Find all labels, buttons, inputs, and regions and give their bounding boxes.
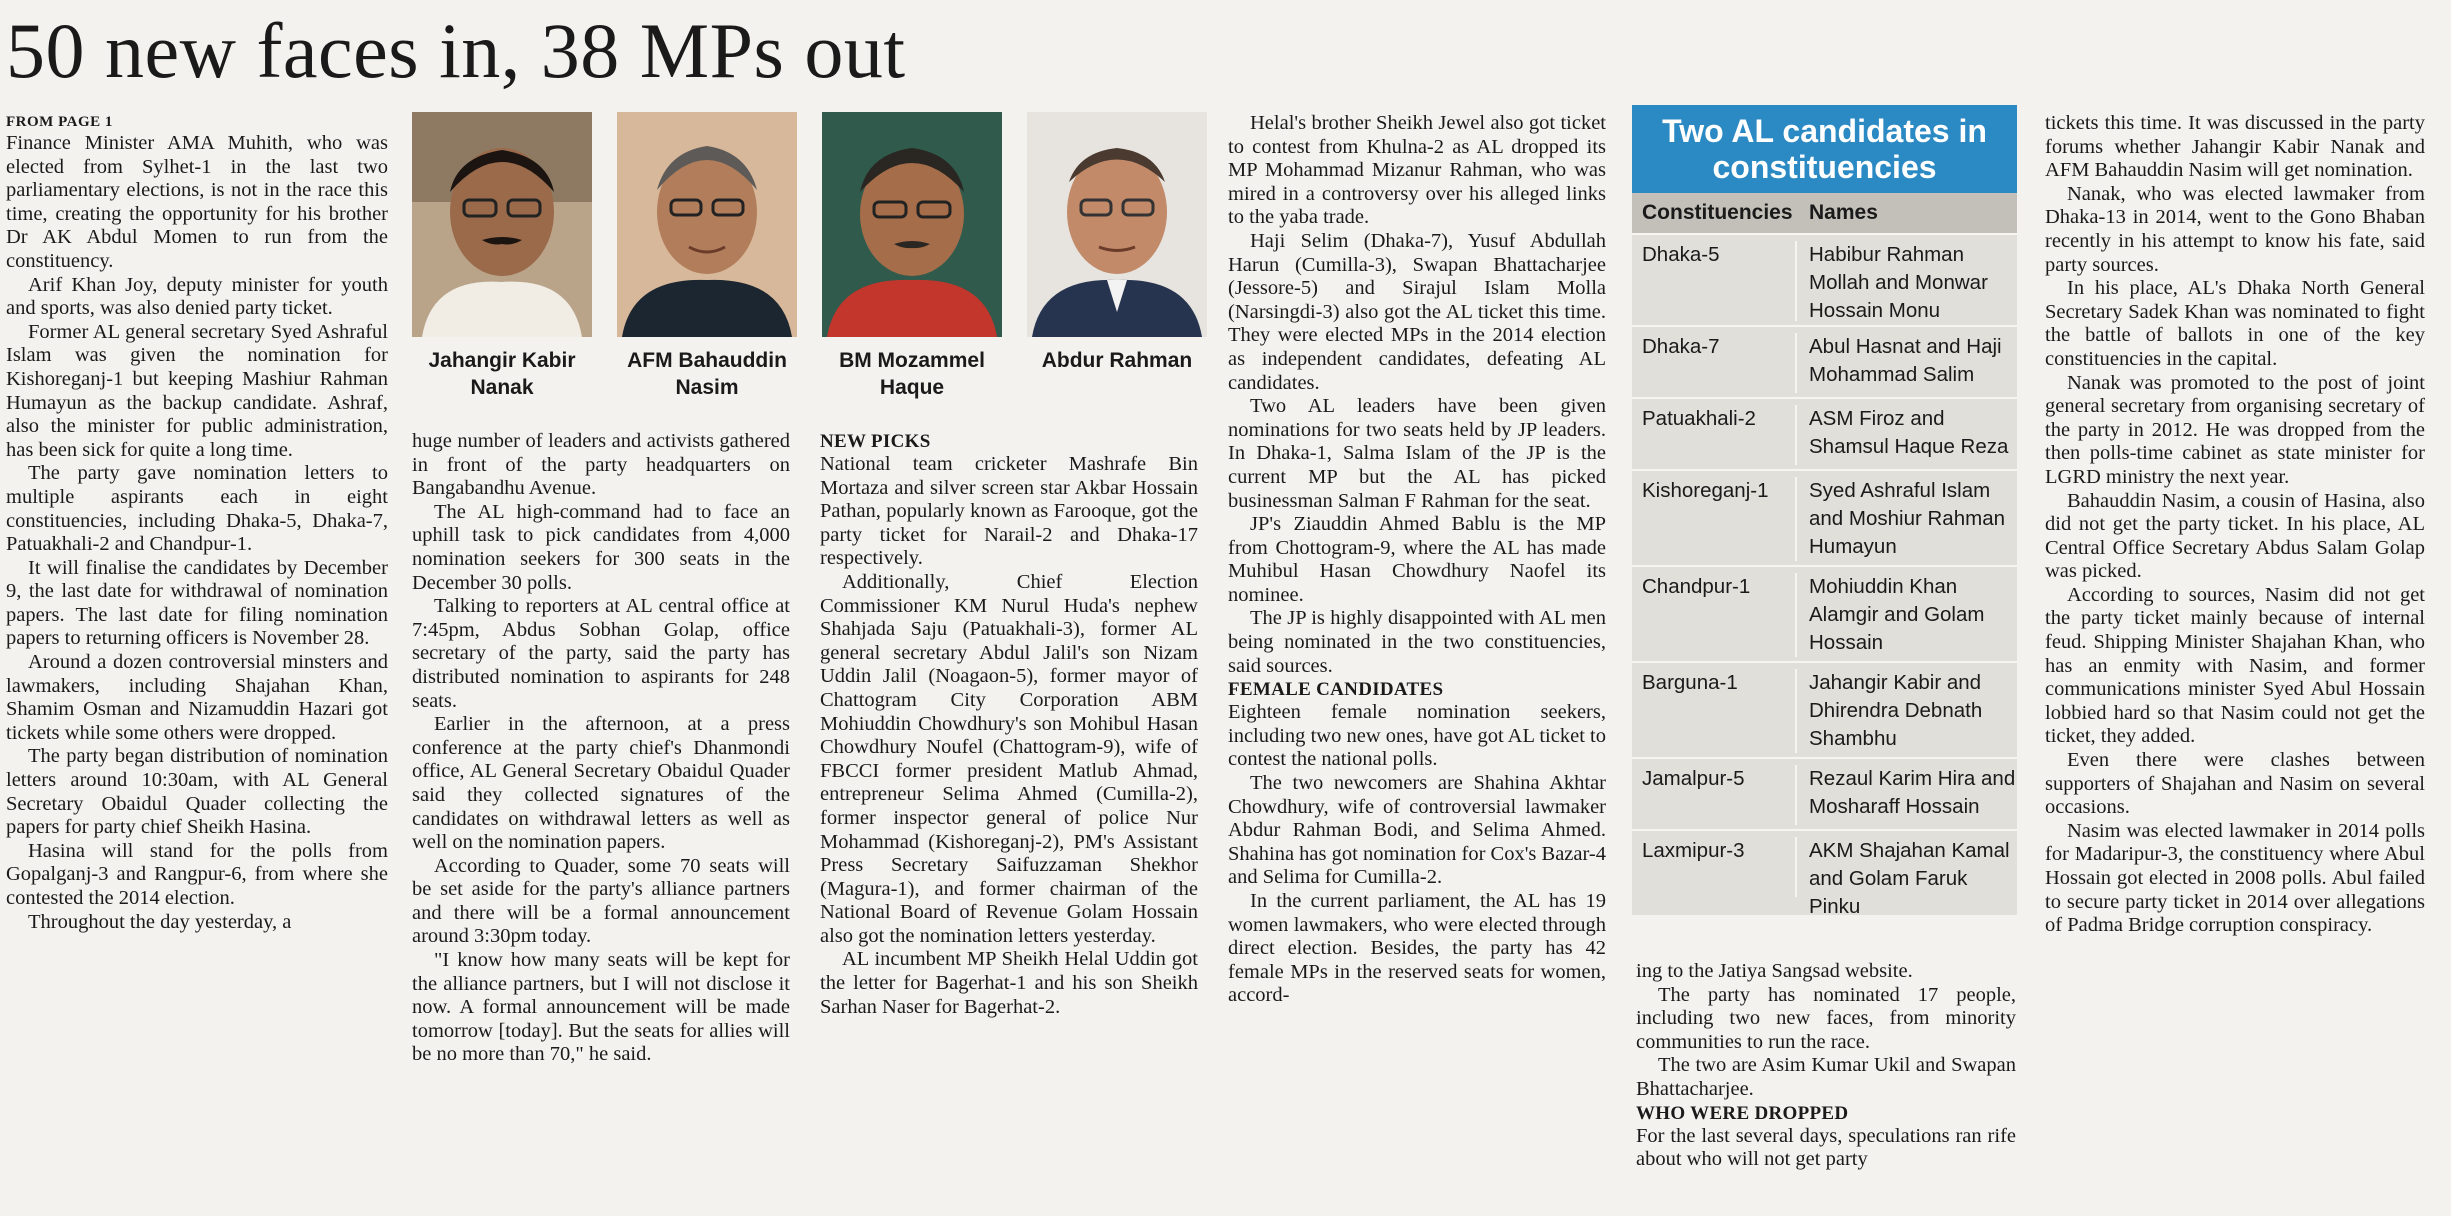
candidates-table: [1632, 105, 2017, 918]
table-title: Two AL candidates in constituencies: [1632, 105, 2017, 193]
photo-caption: BM Mozammel Haque: [839, 349, 985, 399]
paragraph: Arif Khan Joy, deputy minister for youth and sports, was also denied party ticket.: [6, 273, 388, 320]
paragraph: It will finalise the candidates by December 9, the last date for withdrawal of nomination papers. The last date for filing nomination papers to returning officers is November 28.: [6, 556, 388, 650]
paragraph: Hasina will stand for the polls from Gopalganj-3 and Rangpur-6, from where she contested the 2014 election.: [6, 839, 388, 909]
paragraph: Nanak was promoted to the post of joint general secretary from organising secretary of the party in 2012. He was dropped from the then polls-time cabinet as state minister for LGRD ministry the next year.: [2045, 371, 2425, 488]
paragraph: Throughout the day yesterday, a: [28, 910, 292, 933]
table-row: [1632, 757, 2017, 829]
portrait-image: [617, 112, 797, 337]
paragraph: The AL high-command had to face an uphill task to pick candidates from 4,000 nomination seekers for 300 seats in the December 30 polls.: [412, 500, 790, 594]
cell-names: Rezaul Karim Hira and Mosharaff Hossain: [1809, 767, 2016, 818]
paragraph: Former AL general secretary Syed Ashraful Islam was given the nomination for Kishoreganj-1 but keeping Mashiur Rahman Humayun as the backup candidate. Ashraf, also the minister for public administration, has been sick for quite a long time.: [6, 320, 388, 461]
section-heading: WHO WERE DROPPED: [1636, 1102, 1849, 1124]
table-row: [1632, 565, 2017, 661]
table-row: [1632, 829, 2017, 918]
photo-strip: [412, 112, 1202, 412]
paragraph: Eighteen female nomination seekers, including two new ones, have got AL ticket to contest the national polls.: [1228, 701, 1606, 771]
table-header: [1632, 193, 2017, 233]
paragraph: The party has nominated 17 people, including two new faces, from minority communities to run the race.: [1636, 983, 2016, 1053]
paragraph: Earlier in the afternoon, at a press conference at the party chief's Dhanmondi office, AL General Secretary Obaidul Quader said they collected signatures of the candidates on withdrawal letters as well as well on the nomination papers.: [412, 713, 790, 854]
photo-caption: AFM Bahauddin Nasim: [627, 349, 787, 399]
table-row: [1632, 469, 2017, 565]
cell-names: AKM Shajahan Kamal and Golam Faruk Pinku: [1809, 839, 2010, 918]
section-heading: NEW PICKS: [820, 431, 931, 452]
photo-rahman: [1027, 112, 1207, 374]
column-1: [6, 112, 388, 934]
cell-names: Abul Hasnat and Haji Mohammad Salim: [1809, 335, 2002, 386]
cell-constituency: Dhaka-5: [1632, 241, 1797, 321]
paragraph: AL incumbent MP Sheikh Helal Uddin got the letter for Bagerhat-1 and his son Sheikh Sarhan Naser for Bagerhat-2.: [820, 948, 1198, 1018]
paragraph: Two AL leaders have been given nominations for two seats held by JP leaders. In Dhaka-1, Salma Islam of the JP is the current MP but the AL has picked businessman Salman F Rahman for the seat.: [1228, 395, 1606, 512]
cell-names: Syed Ashraful Islam and Moshiur Rahman Humayun: [1809, 479, 2005, 558]
cell-constituency: Laxmipur-3: [1632, 837, 1797, 897]
cell-constituency: Jamalpur-5: [1632, 765, 1797, 825]
paragraph: JP's Ziauddin Ahmed Bablu is the MP from Chottogram-9, where the AL has made Muhibul Hasan Chowdhury Naofel its nominee.: [1228, 513, 1606, 606]
column-5: [1636, 960, 2016, 1172]
paragraph: Even there were clashes between supporters of Shajahan and Nasim on several occasions.: [2045, 749, 2425, 819]
table-row: [1632, 233, 2017, 325]
column-4: [1228, 112, 1606, 1008]
photo-nasim: [617, 112, 797, 401]
table-row: [1632, 661, 2017, 757]
cell-names: Mohiuddin Khan Alamgir and Golam Hossain: [1809, 575, 1985, 654]
photo-caption: Jahangir Kabir Nanak: [428, 349, 576, 399]
header-names: Names: [1809, 201, 1878, 224]
cell-names: Jahangir Kabir and Dhirendra Debnath Shambhu: [1809, 671, 1983, 750]
headline: 50 new faces in, 38 MPs out: [6, 7, 906, 94]
portrait-image: [412, 112, 592, 337]
paragraph: Haji Selim (Dhaka-7), Yusuf Abdullah Harun (Cumilla-3), Swapan Bhattacharjee (Jessore-5) and Sirajul Islam Molla (Narsingdi-3) also got the AL ticket this time. They were elected MPs in the 2014 election as independent candidates, defeating AL candidates.: [1228, 229, 1606, 394]
paragraph: "I know how many seats will be kept for the alliance partners, but I will not disclose it now. A formal announcement will be made tomorrow [today]. But the seats for allies will be no more than 70," he said.: [412, 949, 790, 1066]
cell-constituency: Kishoreganj-1: [1632, 477, 1797, 561]
table-row: [1632, 325, 2017, 397]
paragraph: Additionally, Chief Election Commissioner KM Nurul Huda's nephew Shahjada Saju (Patuakhali-3), former AL general secretary Abdul Jalil's son Nizam Uddin Jalil (Noagaon-5), former mayor of Chattogram City Corporation ABM Mohiuddin Chowdhury's son Mohibul Hasan Chowdhury Noufel (Chattogram-9), wife of FBCCI former president Matlub Ahmad, entrepreneur Selima Ahmed (Cumilla-2), former inspector general of police Nur Mohammad (Kishoreganj-2), PM's Assistant Press Secretary Saifuzzaman Shekhor (Magura-1), and former chairman of the National Board of Revenue Golam Hossain also got the nomination letters yesterday.: [820, 570, 1198, 947]
paragraph: Bahauddin Nasim, a cousin of Hasina, also did not get the party ticket. In his place, AL Central Office Secretary Abdus Salam Golap was picked.: [2045, 489, 2425, 583]
table-row: [1632, 397, 2017, 469]
paragraph: In the current parliament, the AL has 19 women lawmakers, who were elected through direct election. Besides, the party has 42 female MPs in the reserved seats for women, accord-: [1228, 890, 1606, 1007]
column-2: [412, 430, 790, 1067]
paragraph: According to Quader, some 70 seats will be set aside for the party's alliance partners and there will be a formal announcement around 3:30pm today.: [412, 854, 790, 948]
portrait-image: [822, 112, 1002, 337]
paragraph: Finance Minister AMA Muhith, who was elected from Sylhet-1 in the last two parliamentary elections, is not in the race this time, creating the opportunity for his brother Dr AK Abdul Momen to run from the constituency.: [6, 132, 388, 272]
column-3: [820, 430, 1198, 1019]
paragraph: The two are Asim Kumar Ukil and Swapan Bhattacharjee.: [1636, 1054, 2016, 1100]
paragraph: ing to the Jatiya Sangsad website.: [1636, 960, 1913, 982]
header-constituencies: Constituencies: [1642, 201, 1793, 224]
paragraph: huge number of leaders and activists gathered in front of the party headquarters on Bangabandhu Avenue.: [412, 430, 790, 500]
paragraph: Around a dozen controversial minsters and lawmakers, including Shajahan Khan, Shamim Osman and Nizamuddin Hazari got tickets while some others were dropped.: [6, 651, 388, 744]
photo-nanak: [412, 112, 592, 401]
column-6: [2045, 112, 2425, 938]
paragraph: Nasim was elected lawmaker in 2014 polls for Madaripur-3, the constituency where Abul Hossain got elected in 2008 polls. Abul failed to secure party ticket in 2014 over allegations of Padma Bridge corruption conspiracy.: [2045, 819, 2425, 937]
cell-constituency: Barguna-1: [1632, 669, 1797, 753]
paragraph: Nanak, who was elected lawmaker from Dhaka-13 in 2014, went to the Gono Bhaban recently in his attempt to know his fate, said party sources.: [2045, 182, 2425, 276]
cell-constituency: Dhaka-7: [1632, 333, 1797, 393]
paragraph: Helal's brother Sheikh Jewel also got ticket to contest from Khulna-2 as AL dropped its MP Mohammad Mizanur Rahman, who was mired in a controversy over his alleged links to the yaba trade.: [1228, 112, 1606, 229]
cell-names: Habibur Rahman Mollah and Monwar Hossain Monu: [1809, 243, 1988, 322]
paragraph: tickets this time. It was discussed in the party forums whether Jahangir Kabir Nanak and AFM Bahauddin Nasim will get nomination.: [2045, 112, 2425, 182]
cell-constituency: Chandpur-1: [1632, 573, 1797, 657]
paragraph: The two newcomers are Shahina Akhtar Chowdhury, wife of controversial lawmaker Abdur Rahman Bodi, and Selima Ahmed. Shahina has got nomination for Cox's Bazar-4 and Selima for Cumilla-2.: [1228, 772, 1606, 889]
paragraph: National team cricketer Mashrafe Bin Mortaza and silver screen star Akbar Hossain Pathan, popularly known as Farooque, got the party ticket for Narail-2 and Dhaka-17 respectively.: [820, 453, 1198, 570]
section-heading: FEMALE CANDIDATES: [1228, 679, 1444, 701]
paragraph: For the last several days, speculations ran rife about who will not get party: [1636, 1124, 2016, 1171]
portrait-image: [1027, 112, 1207, 337]
kicker: FROM PAGE 1: [6, 114, 113, 130]
paragraph: In his place, AL's Dhaka North General Secretary Sadek Khan was nominated to fight the battle of ballots in one of the key constituencies in the capital.: [2045, 277, 2425, 370]
cell-names: ASM Firoz and Shamsul Haque Reza: [1809, 407, 2009, 458]
paragraph: The party began distribution of nomination letters around 10:30am, with AL General Secretary Obaidul Quader collecting the papers for party chief Sheikh Hasina.: [6, 745, 388, 839]
photo-haque: [822, 112, 1002, 401]
paragraph: According to sources, Nasim did not get the party ticket mainly because of internal feud. Shipping Minister Shajahan Khan, who has an enmity with Nasim, and former communications minister Syed Abul Hossain lobbied hard so that Nasim could not get the ticket, they added.: [2045, 583, 2425, 748]
paragraph: The JP is highly disappointed with AL men being nominated in the two constituencies, said sources.: [1228, 607, 1606, 677]
cell-constituency: Patuakhali-2: [1632, 405, 1797, 465]
paragraph: Talking to reporters at AL central office at 7:45pm, Abdus Sobhan Golap, office secretary of the party, said the party has distributed nomination to aspirants for 248 seats.: [412, 595, 790, 712]
photo-caption: Abdur Rahman: [1041, 349, 1193, 372]
paragraph: The party gave nomination letters to multiple aspirants each in eight constituencies, including Dhaka-5, Dhaka-7, Patuakhali-2 and Chandpur-1.: [6, 462, 388, 556]
